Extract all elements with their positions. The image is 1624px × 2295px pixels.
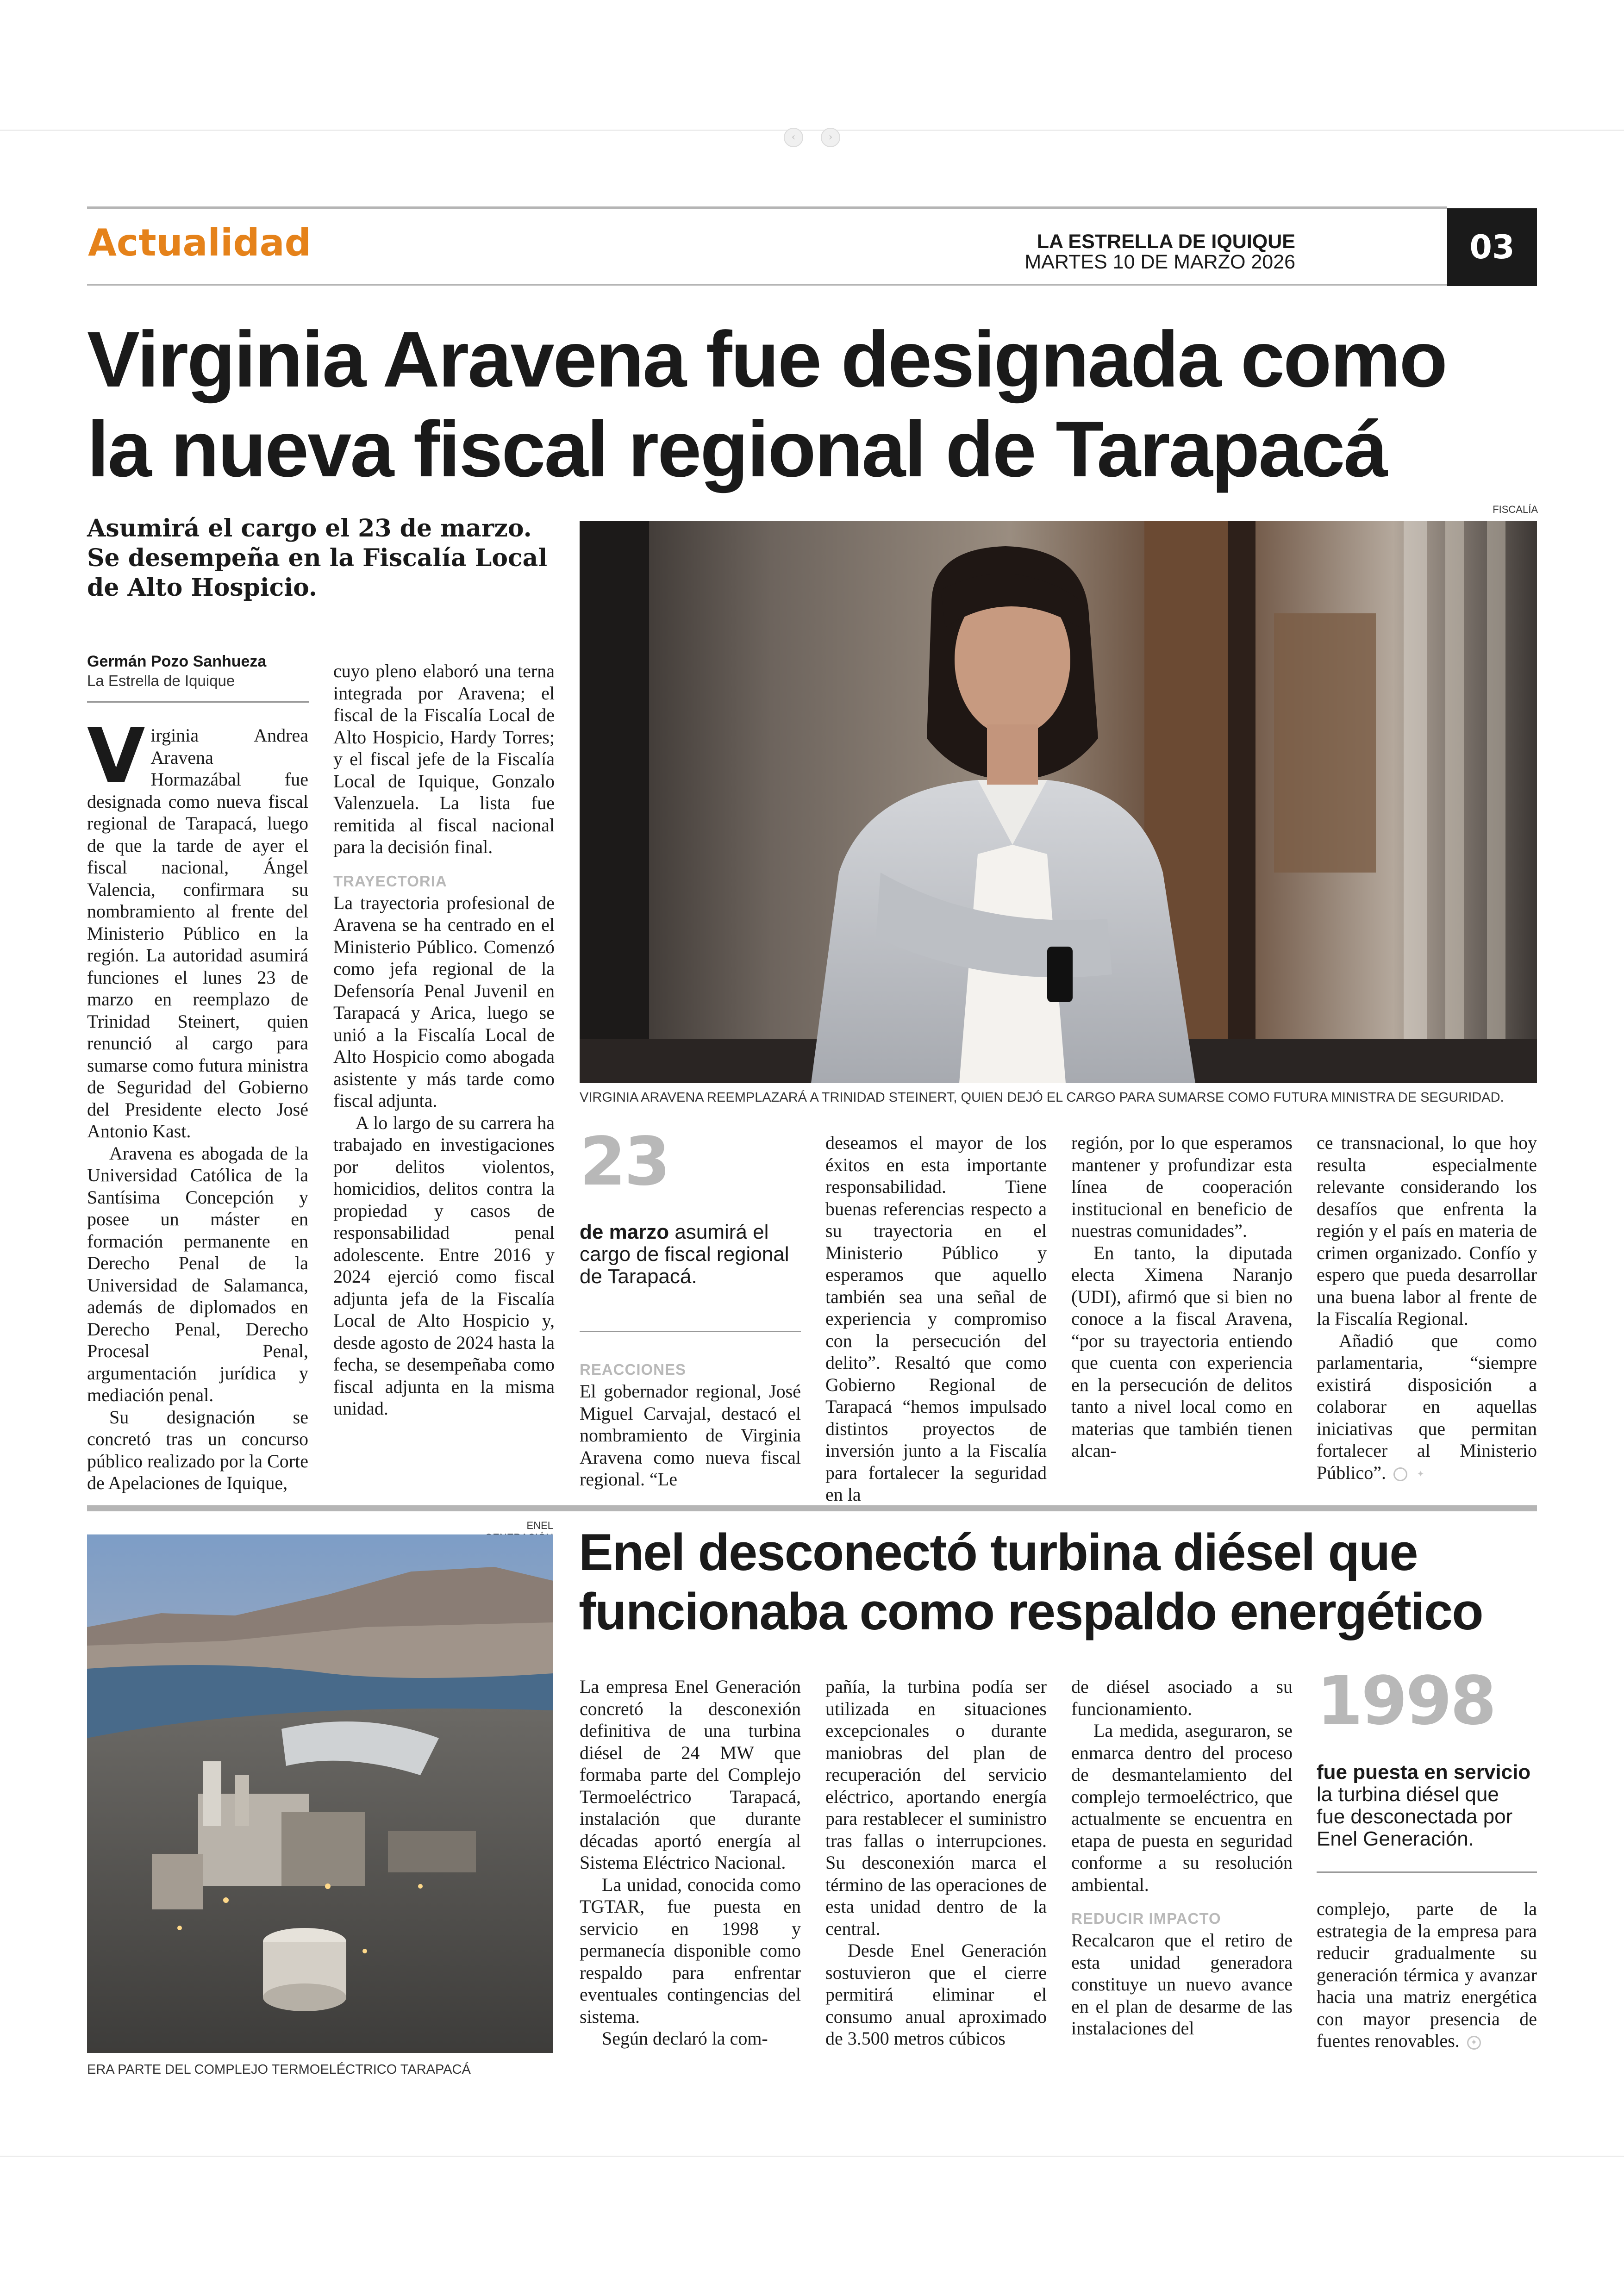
- fact2-text1: la turbina diésel que: [1317, 1783, 1499, 1806]
- power-plant-photo: [87, 1534, 553, 2053]
- story2-column2: [825, 1676, 1047, 2050]
- subhead-line3: de Alto Hospicio.: [87, 574, 317, 602]
- story2-headline-line1: Enel desconectó turbina diésel que: [579, 1523, 1418, 1581]
- story1-col1-para2: Aravena es abogada de la Universidad Católica de la Santísima Concepción y posee un máster en formación permanente en Derecho Penal de la Universidad de Salamanca, además de diplomados en Derecho Penal, Derecho Procesal Penal, argumentación jurídica y mediación penal.: [87, 1142, 308, 1405]
- story2-headline-line2: funcionaba como respaldo energético: [579, 1583, 1483, 1640]
- story1-col2-para2: La trayectoria profesional de Aravena se ha centrado en el Ministerio Público. Comenzó como jefa regional de la Defensoría Penal Juvenil en Tarapacá y Arica, luego se unió a la Fiscalía Local de Alto Hospicio como abogada asistente y más tarde como fiscal adjunta.: [333, 892, 555, 1111]
- story2-col1-para3: Según declaró la com-: [602, 2028, 768, 2049]
- page-number: 03: [1447, 208, 1537, 286]
- story2-col2-para1: pañía, la turbina podía ser utilizada en situaciones excepcionales o durante maniobras del plan de recuperación del servicio eléctrico, aportando energía para restablecer el suministro tras fallas o interrupciones. Su desconexión marca el término de las operaciones de esta unidad dentro de la central.: [825, 1676, 1047, 1939]
- story2-col1-para2: La unidad, conocida como TGTAR, fue puesta en servicio en 1998 y permanecía disponible como respaldo para enfrentar eventuales contingencias del sistema.: [580, 1874, 801, 2027]
- issue-date: MARTES 10 DE MARZO 2026: [1024, 251, 1295, 273]
- story1-col5-para2: En tanto, la diputada electa Ximena Naranjo (UDI), afirmó que si bien no conoce a la fiscal Aravena, “por su trayectoria entiendo que cuenta con experiencia en la persecución de delitos tanto a nivel local como en materias que también tienen alcan-: [1071, 1242, 1293, 1461]
- fact-text1: asumirá el: [669, 1221, 769, 1243]
- photo2-caption: ERA PARTE DEL COMPLEJO TERMOELÉCTRICO TARAPACÁ: [87, 2062, 471, 2077]
- fact2-text2: fue desconectada por: [1317, 1805, 1513, 1828]
- header-bottom-rule: [87, 284, 1447, 286]
- kicker-trayectoria: TRAYECTORIA: [333, 872, 447, 890]
- photo1-credit: FISCALÍA: [1493, 504, 1538, 515]
- story1-col2-para3: A lo largo de su carrera ha trabajado en investigaciones por delitos violentos, homicidios, delitos contra la propiedad y casos de responsabilidad penal adolescente. Entre 2016 y 2024 ejerció como fiscal adjunta jefa de la Fiscalía Local de Alto Hospicio y, desde agosto de 2024 hasta la fecha, se desempeñaba como fiscal adjunta en la misma unidad.: [333, 1112, 555, 1419]
- fact2-text3: Enel Generación.: [1317, 1827, 1474, 1850]
- subhead-line2: Se desempeña en la Fiscalía Local: [87, 544, 548, 572]
- story1-column2: [333, 660, 555, 1420]
- story1-col6-para1: ce transnacional, lo que hoy resulta especialmente relevante considerando los desafíos que enfrenta la región y el país en materia de crimen organizado. Confío y espero que pueda desarrollar una buena labor al frente de la Fiscalía Regional.: [1317, 1132, 1537, 1329]
- author-name: Germán Pozo Sanhueza: [87, 653, 267, 670]
- portrait-photo: [580, 521, 1537, 1083]
- author-outlet: La Estrella de Iquique: [87, 672, 235, 689]
- story1-col3-para1: El gobernador regional, José Miguel Carvajal, destacó el nombramiento de Virginia Aravena como nueva fiscal regional. “Le: [580, 1381, 801, 1490]
- story1-col1-para1: irginia Andrea Aravena Hormazábal fue designada como nueva fiscal regional de Tarapacá, luego de que la tarde de ayer el fiscal nacional, Ángel Valencia, confirmara su nombramiento al frente del Ministerio Público en la región. La autoridad asumirá funciones el lunes 23 de marzo en reemplazo de Trinidad Steinert, quien renunció al cargo para sumarse como futura ministra de Seguridad del Gobierno del Presidente electo José Antonio Kast.: [87, 725, 308, 1141]
- story2-column1: [580, 1676, 801, 2050]
- story1-headline-line1: Virginia Aravena fue designada como: [87, 315, 1446, 404]
- story1-column3: [580, 1359, 801, 1491]
- kicker-reducir-impacto: REDUCIR IMPACTO: [1071, 1910, 1221, 1927]
- section-label: Actualidad: [88, 221, 311, 264]
- story2-column4: [1317, 1898, 1537, 2052]
- end-of-article-icon: ✦: [1393, 1467, 1407, 1481]
- story2-col4-para1: complejo, parte de la estrategia de la empresa para reducir gradualmente su generación térmica y avanzar hacia una matriz energética con mayor presencia de fuentes renovables.: [1317, 1898, 1537, 2051]
- story-separator: [87, 1505, 1537, 1511]
- story2-column3: [1071, 1676, 1293, 2039]
- fact-bold: de marzo: [580, 1221, 669, 1243]
- story2-col1-para1: La empresa Enel Generación concretó la desconexión definitiva de una turbina diésel de 24 MW que formaba parte del Complejo Termoeléctrico Tarapacá, instalación que durante décadas aportó energía al Sistema Eléctrico Nacional.: [580, 1676, 801, 1873]
- fact-text2: cargo de fiscal regional: [580, 1243, 789, 1266]
- story1-headline-line2: la nueva fiscal regional de Tarapacá: [87, 405, 1387, 493]
- story1-col5-para1: región, por lo que esperamos mantener y profundizar esta línea de cooperación institucional en beneficio de nuestras comunidades”.: [1071, 1132, 1293, 1241]
- photo2-credit: ENEL: [526, 1520, 553, 1531]
- dropcap: V: [87, 713, 145, 800]
- fact2-bold: fue puesta en servicio: [1317, 1761, 1531, 1784]
- newspaper-name: LA ESTRELLA DE IQUIQUE: [1037, 231, 1295, 253]
- fact-number-23: 23: [580, 1123, 669, 1200]
- story1-col4-para1: deseamos el mayor de los éxitos en esta importante responsabilidad. Tiene buenas referencias respecto a su trayectoria en el Ministerio Público y esperamos que aquello también sea una señal de experiencia y compromiso con la persecución del delito”. Resaltó que como Gobierno Regional de Tarapacá “hemos impulsado distintos proyectos de inversión junto a la Fiscalía para fortalecer la seguridad en la: [825, 1132, 1047, 1505]
- story2-col3-para1: de diésel asociado a su funcionamiento.: [1071, 1676, 1293, 1719]
- story2-col3-para3: Recalcaron que el retiro de esta unidad generadora constituye un nuevo avance en el plan de desarme de las instalaciones del: [1071, 1930, 1293, 2039]
- chevron-right-icon[interactable]: ›: [821, 128, 840, 147]
- story2-col2-para2: Desde Enel Generación sostuvieron que el cierre permitirá eliminar el consumo anual aproximado de 3.500 metros cúbicos: [825, 1940, 1047, 2049]
- story1-col2-para1: cuyo pleno elaboró una terna integrada por Aravena; el fiscal de la Fiscalía Local de Alto Hospicio, Hardy Torres; y el fiscal jefe de la Fiscalía Local de Iquique, Gonzalo Valenzuela. La lista fue remitida al fiscal nacional para la decisión final.: [333, 661, 555, 857]
- photo-power-plant: [87, 1534, 553, 2053]
- subhead-line1: Asumirá el cargo el 23 de marzo.: [87, 514, 532, 543]
- story1-column4: [825, 1132, 1047, 1506]
- story2-headline: [579, 1523, 1551, 1641]
- story1-subheadline: [87, 514, 550, 603]
- story1-col6-para2: Añadió que como parlamentaria, “siempre existirá disposición a colaborar en aquellas iniciativas que permitan fortalecer al Ministerio Público”.: [1317, 1330, 1537, 1483]
- chevron-left-icon[interactable]: ‹: [784, 128, 803, 147]
- fact-text3: de Tarapacá.: [580, 1265, 697, 1288]
- story2-col3-para2: La medida, aseguraron, se enmarca dentro del proceso de desmantelamiento del complejo termoeléctrico, que actualmente se encuentra en etapa de puesta en seguridad conforme a su resolución ambiental.: [1071, 1720, 1293, 1895]
- fact-number-1998: 1998: [1317, 1662, 1495, 1740]
- kicker-reacciones: REACCIONES: [580, 1361, 687, 1378]
- fact-box-1998: [1317, 1761, 1537, 1850]
- story1-column5: [1071, 1132, 1293, 1462]
- story1-headline: [87, 315, 1559, 494]
- header-top-rule: [87, 206, 1447, 209]
- story1-col1-para3: Su designación se concretó tras un concurso público realizado por la Corte de Apelaciones de Iquique,: [87, 1406, 308, 1493]
- story1-column1: [87, 713, 308, 1494]
- fact2-rule: [1317, 1871, 1537, 1873]
- story1-column6: [1317, 1132, 1537, 1484]
- fact-box-23: [580, 1221, 801, 1288]
- end-of-article-icon: ✦: [1467, 2036, 1481, 2050]
- photo1-caption: VIRGINIA ARAVENA REEMPLAZARÁ A TRINIDAD STEINERT, QUIEN DEJÓ EL CARGO PARA SUMARSE COMO FUTURA MINISTRA DE SEGURIDAD.: [580, 1090, 1504, 1105]
- fact-rule: [580, 1331, 801, 1332]
- photo-virginia-aravena: [580, 521, 1537, 1083]
- byline-rule: [87, 701, 309, 703]
